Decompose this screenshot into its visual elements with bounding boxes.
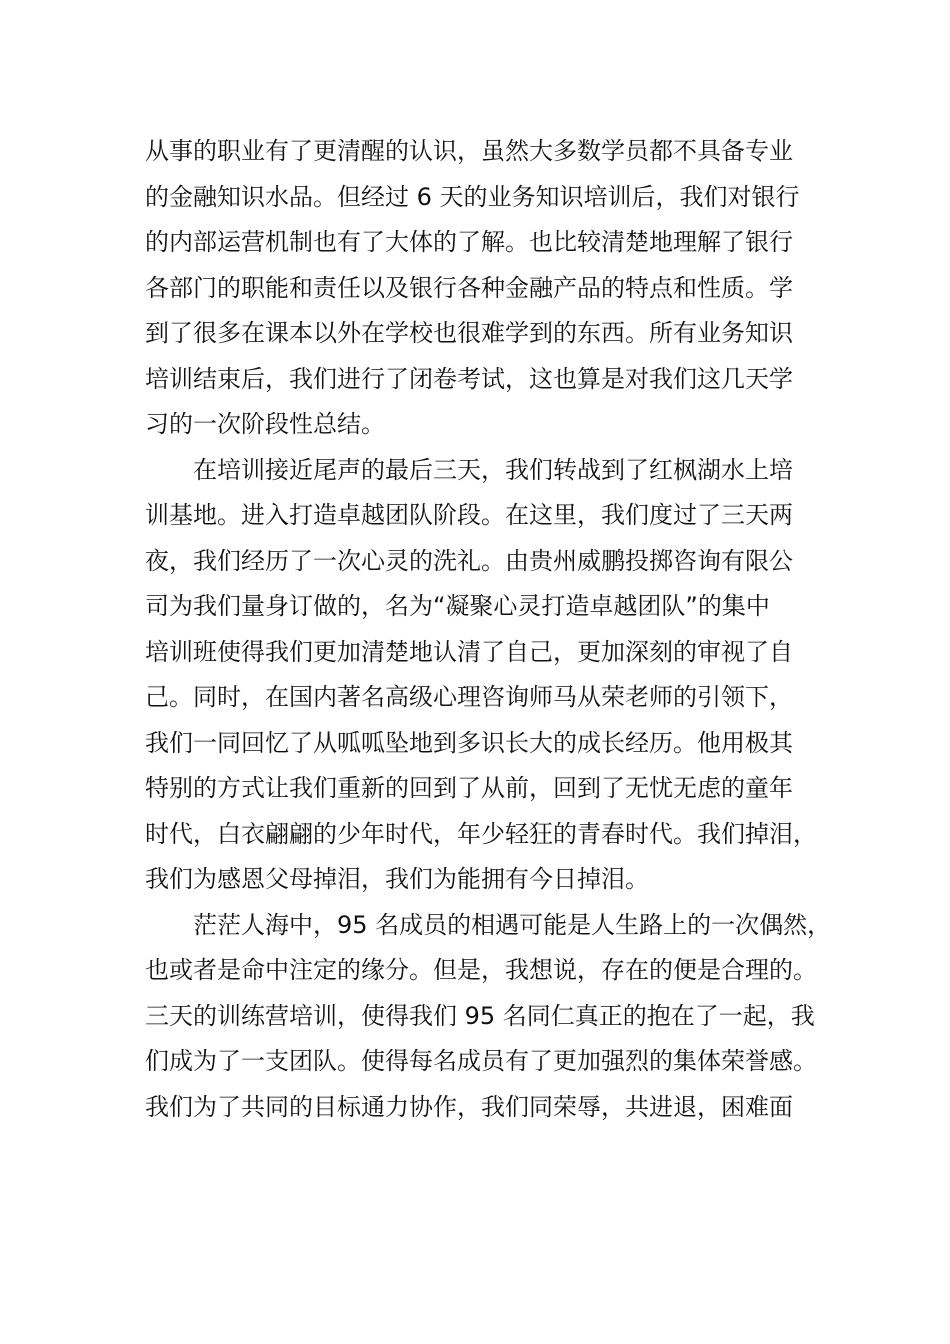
paragraph-start-line: 在培训接近尾声的最后三天，我们转战到了红枫湖水上培 [193,455,793,484]
text-line: 到了很多在课本以外在学校也很难学到的东西。所有业务知识 [145,319,793,347]
text-line: 司为我们量身订做的，名为“凝聚心灵打造卓越团队”的集中 [145,592,770,620]
text-line: 时代，白衣翩翩的少年时代，年少轻狂的青春时代。我们掉泪， [145,819,817,848]
text-line: 特别的方式让我们重新的回到了从前，回到了无忧无虑的童年 [145,774,793,802]
text-line: 培训班使得我们更加清楚地认清了自己，更加深刻的审视了自 [145,637,793,666]
text-line: 习的一次阶段性总结。 [145,410,385,438]
text-line: 也或者是命中注定的缘分。但是，我想说，存在的便是合理的。 [145,956,817,984]
text-line: 我们为感恩父母掉泪，我们为能拥有今日掉泪。 [145,865,649,893]
text-line: 各部门的职能和责任以及银行各种金融产品的特点和性质。学 [145,273,793,302]
document-body [145,129,835,1130]
text-line: 训基地。进入打造卓越团队阶段。在这里，我们度过了三天两 [145,501,793,529]
text-line: 的内部运营机制也有了大体的了解。也比较清楚地理解了银行 [145,228,793,256]
text-line: 的金融知识水品。但经过 6 天的业务知识培训后，我们对银行 [145,182,800,211]
text-line: 夜，我们经历了一次心灵的洗礼。由贵州威鹏投掷咨询有限公 [145,546,793,575]
text-line: 己。同时，在国内著名高级心理咨询师马从荣老师的引领下， [145,683,793,711]
text-line: 从事的职业有了更清醒的认识，虽然大多数学员都不具备专业 [145,137,793,165]
text-line: 们成为了一支团队。使得每名成员有了更加强烈的集体荣誉感。 [145,1047,817,1075]
text-line: 培训结束后，我们进行了闭卷考试，这也算是对我们这几天学 [145,364,793,393]
text-line: 我们一同回忆了从呱呱坠地到多识长大的成长经历。他用极其 [145,728,793,757]
paragraph-start-line: 茫茫人海中，95 名成员的相遇可能是人生路上的一次偶然， [193,910,832,939]
text-line: 我们为了共同的目标通力协作，我们同荣辱，共进退，困难面 [145,1092,793,1121]
text-line: 三天的训练营培训，使得我们 95 名同仁真正的抱在了一起，我 [145,1001,815,1030]
